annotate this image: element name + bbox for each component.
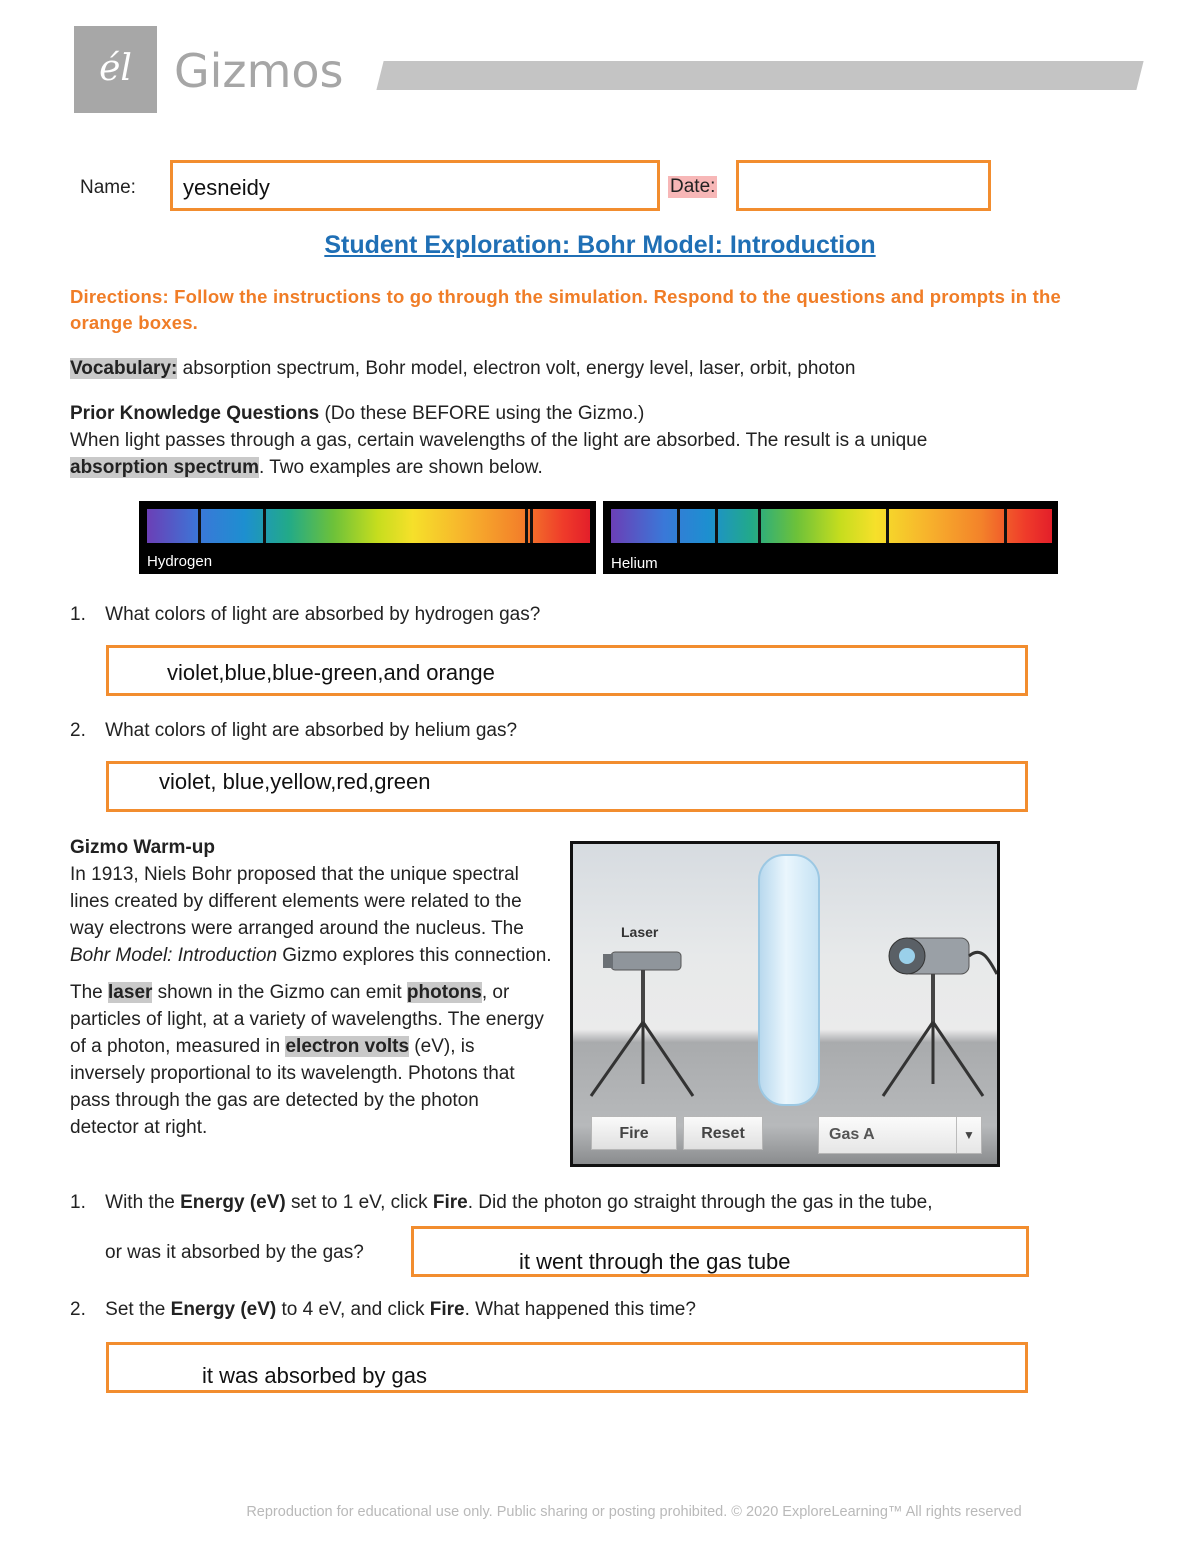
answer-text: it went through the gas tube xyxy=(519,1249,791,1274)
logo-text: él xyxy=(99,48,132,89)
chevron-down-icon[interactable]: ▼ xyxy=(956,1117,981,1153)
warmup-question-1-line-2: or was it absorbed by the gas? xyxy=(105,1242,364,1263)
laser-term: laser xyxy=(108,982,153,1003)
hydrogen-label: Hydrogen xyxy=(147,553,213,570)
brand-title: Gizmos xyxy=(174,44,344,98)
prior-text-1: When light passes through a gas, certain wavelengths of the light are absorbed. The result is a unique xyxy=(70,430,928,451)
hydrogen-spectrum-bar xyxy=(147,509,590,543)
helium-absorption-line xyxy=(1004,509,1007,543)
absorption-spectrum-term: absorption spectrum xyxy=(70,457,259,478)
helium-absorption-line xyxy=(886,509,889,543)
page-title[interactable]: Student Exploration: Bohr Model: Introduction xyxy=(324,231,876,259)
answer-text: violet, blue,yellow,red,green xyxy=(159,769,431,794)
warmup-question-1 xyxy=(70,1192,1130,1214)
helium-label: Helium xyxy=(611,555,658,572)
gizmo-name-italic: Bohr Model: Introduction xyxy=(70,945,278,966)
warmup-section xyxy=(70,834,558,1141)
vocabulary-line xyxy=(70,355,855,382)
name-value: yesneidy xyxy=(183,175,270,200)
laser-icon xyxy=(591,952,693,1096)
gas-select[interactable] xyxy=(818,1116,982,1154)
photons-term: photons xyxy=(406,982,482,1003)
reset-button[interactable]: Reset xyxy=(683,1116,763,1150)
answer-box-warmup-1[interactable] xyxy=(411,1226,1029,1277)
prior-heading: Prior Knowledge Questions xyxy=(70,403,320,424)
answer-text: it was absorbed by gas xyxy=(202,1363,428,1388)
gas-select-value: Gas A xyxy=(829,1126,875,1143)
hydrogen-absorption-line xyxy=(530,509,533,543)
photon-detector-icon xyxy=(883,938,997,1096)
helium-spectrum-bar xyxy=(611,509,1052,543)
warmup-question-2 xyxy=(70,1299,696,1321)
question-number: 2. xyxy=(70,1299,86,1320)
directions: Directions: Follow the instructions to go through the simulation. Respond to the questions and prompts in the orange boxes. xyxy=(70,286,1061,333)
helium-spectrum xyxy=(603,501,1058,574)
question-text: What colors of light are absorbed by helium gas? xyxy=(105,720,518,741)
hydrogen-absorption-line xyxy=(263,509,266,543)
footer-copyright: Reproduction for educational use only. Public sharing or posting prohibited. © 2020 ExploreLearning™ All rights reserved xyxy=(246,1504,1022,1520)
prior-text-2: . Two examples are shown below. xyxy=(258,457,543,478)
prior-question-2 xyxy=(70,720,517,742)
date-label: Date: xyxy=(670,176,716,197)
helium-absorption-line xyxy=(715,509,718,543)
hydrogen-absorption-line xyxy=(198,509,201,543)
question-number: 1. xyxy=(70,1192,86,1213)
warmup-paragraph-2: The laser shown in the Gizmo can emit photons, or particles of light, at a variety of wavelengths. The energy of a photon, measured in electron volts (eV), is inversely proportional to its wavelength. Photons that pass through the gas are detected by the photon detector at right. xyxy=(70,982,544,1138)
header-bar xyxy=(376,61,1143,90)
answer-box-hydrogen[interactable] xyxy=(106,645,1028,696)
question-text: With the Energy (eV) set to 1 eV, click Fire. Did the photon go straight through the gas in the tube, xyxy=(105,1192,933,1213)
question-text: Set the Energy (eV) to 4 eV, and click Fire. What happened this time? xyxy=(105,1299,696,1320)
name-field[interactable] xyxy=(170,160,660,211)
prior-heading-note: (Do these BEFORE using the Gizmo.) xyxy=(324,403,645,424)
helium-absorption-line xyxy=(758,509,761,543)
hydrogen-absorption-line xyxy=(525,509,528,543)
warmup-paragraph-1: In 1913, Niels Bohr proposed that the unique spectral lines created by different elements were related to the way electrons were arranged around the nucleus. The Bohr Model: Introduction Gizmo explores this connection. xyxy=(70,864,552,966)
electron-volts-term: electron volts xyxy=(285,1036,410,1057)
vocabulary-terms: absorption spectrum, Bohr model, electron volt, energy level, laser, orbit, photon xyxy=(182,358,856,379)
fire-button[interactable]: Fire xyxy=(591,1116,677,1150)
laser-label: Laser xyxy=(621,924,659,940)
prior-question-1 xyxy=(70,604,540,626)
date-field[interactable] xyxy=(736,160,991,211)
answer-box-warmup-2[interactable] xyxy=(106,1342,1028,1393)
prior-knowledge-section xyxy=(70,400,1070,481)
helium-absorption-line xyxy=(677,509,680,543)
hydrogen-spectrum xyxy=(139,501,596,574)
answer-box-helium[interactable] xyxy=(106,761,1028,812)
gizmo-screenshot xyxy=(570,841,1000,1167)
question-text: What colors of light are absorbed by hydrogen gas? xyxy=(105,604,541,625)
question-number: 1. xyxy=(70,604,86,625)
warmup-heading: Gizmo Warm-up xyxy=(70,837,215,858)
answer-text: violet,blue,blue-green,and orange xyxy=(167,660,495,685)
question-number: 2. xyxy=(70,720,86,741)
vocabulary-label: Vocabulary: xyxy=(70,358,178,379)
name-label: Name: xyxy=(80,177,136,198)
explorelearning-logo xyxy=(74,26,157,113)
